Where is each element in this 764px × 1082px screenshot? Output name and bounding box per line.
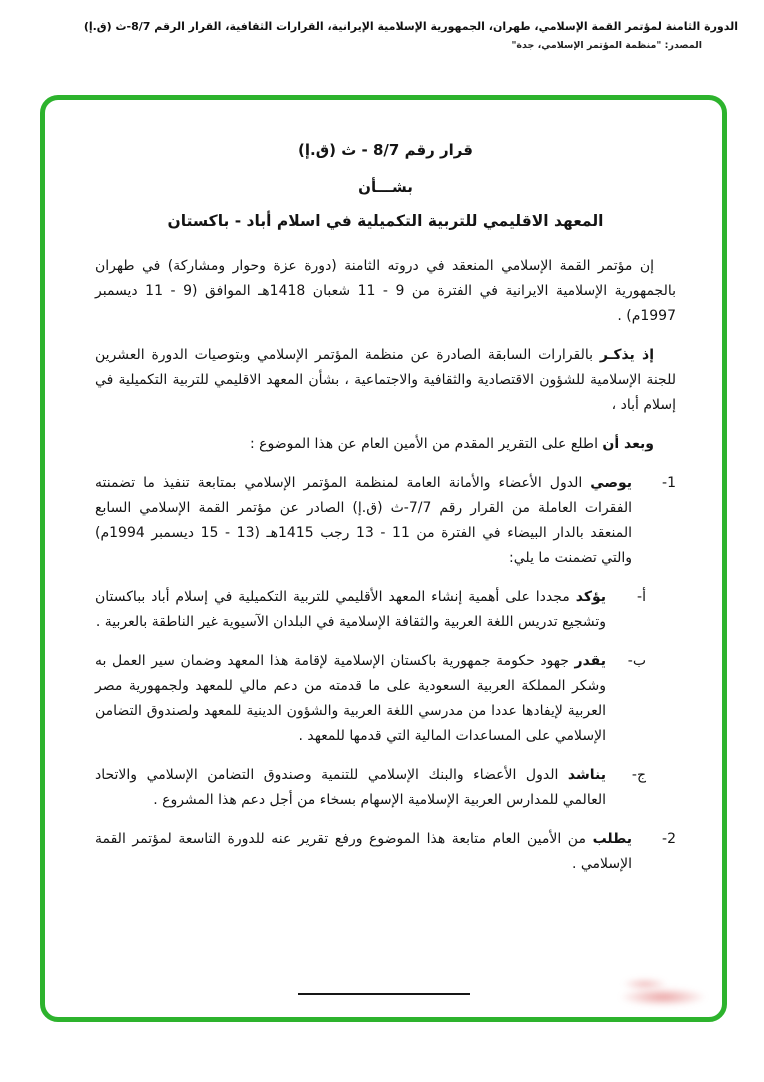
item-marker: أ- bbox=[637, 589, 646, 605]
document-frame bbox=[40, 95, 727, 1022]
item-marker: ب- bbox=[627, 653, 646, 669]
preamble-paragraph-1 bbox=[95, 254, 676, 329]
item-marker: 2- bbox=[662, 831, 676, 847]
list-item-c bbox=[95, 763, 646, 813]
footnote-rule bbox=[298, 993, 470, 995]
list-item-a bbox=[95, 585, 646, 635]
subject-title: المعهد الاقليمي للتربية التكميلية في اسلام أباد - باكستان bbox=[167, 212, 604, 230]
item-lead: يؤكد bbox=[575, 589, 606, 605]
title-block bbox=[95, 138, 676, 234]
paragraph-text: اطلع على التقرير المقدم من الأمين العام عن هذا الموضوع : bbox=[249, 436, 598, 452]
paragraph-text: إن مؤتمر القمة الإسلامي المنعقد في دروته الثامنة (دورة عزة وحوار ومشاركة) في طهران بالجمهورية الإسلامية الايرانية في الفترة من 9 - 11 شعبان 1418هـ الموافق (9 - 11 ديسمبر 1997م) . bbox=[95, 258, 677, 324]
list-item-b bbox=[95, 649, 646, 749]
item-text bbox=[95, 763, 606, 813]
item-lead: يوصي bbox=[590, 475, 633, 491]
resolution-number-title: قرار رقم 8/7 - ث (ق.إ) bbox=[298, 141, 473, 159]
preamble-paragraph-2 bbox=[95, 343, 676, 418]
page-header bbox=[12, 20, 738, 51]
paragraph-text: بالقرارات السابقة الصادرة عن منظمة المؤتمر الإسلامي وبتوصيات الدورة العشرين للجنة الإسلامية للشؤون الاقتصادية والثقافية والاجتماعية ، بشأن المعهد الاقليمي للتربية التكميلية في إسلام أباد ، bbox=[95, 347, 676, 413]
item-lead: يناشد bbox=[567, 767, 607, 783]
regarding-label: بشـــأن bbox=[358, 178, 413, 196]
paragraph-lead: وبعد أن bbox=[602, 436, 654, 452]
header-citation: الدورة الثامنة لمؤتمر القمة الإسلامي، طهران، الجمهورية الإسلامية الإيرانية، القرارات الثقافية، القرار الرقم 8/7-ث (ق.إ) bbox=[83, 20, 738, 33]
item-marker: ج- bbox=[631, 767, 646, 783]
item-lead: يطلب bbox=[592, 831, 632, 847]
document-body bbox=[45, 100, 722, 1017]
list-item-1 bbox=[95, 471, 676, 571]
item-body: الدول الأعضاء والبنك الإسلامي للتنمية وصندوق التضامن الإسلامي والاتحاد العالمي للمدارس العربية الإسلامية الإسهام بسخاء من أجل دعم هذا المشروع . bbox=[95, 767, 606, 808]
item-lead: يقدر bbox=[574, 653, 606, 669]
item-text bbox=[95, 649, 606, 749]
item-text bbox=[95, 471, 632, 571]
list-item-2 bbox=[95, 827, 676, 877]
item-marker: 1- bbox=[662, 475, 676, 491]
item-body: الدول الأعضاء والأمانة العامة لمنظمة المؤتمر الإسلامي بمتابعة تنفيذ ما تضمنته الفقرات العاملة من القرار رقم 7/7-ث (ق.إ) الصادر عن مؤتمر القمة الإسلامي السابع المنعقد بالدار البيضاء في الفترة من 11 - 13 رجب 1415هـ (13 - 15 ديسمبر 1994م) والتي تضمنت ما يلي: bbox=[95, 475, 633, 566]
preamble-paragraph-3 bbox=[95, 432, 676, 457]
item-body: مجددا على أهمية إنشاء المعهد الأقليمي للتربية التكميلية في إسلام أباد بباكستان وتشجيع تدريس اللغة العربية والثقافة الإسلامية في البلدان الآسيوية غير الناطقة بالعربية . bbox=[95, 589, 606, 630]
item-body: جهود حكومة جمهورية باكستان الإسلامية لإقامة هذا المعهد وضمان سير العمل به وشكر المملكة العربية السعودية على ما قدمته من دعم مالي للمعهد ولجمهورية مصر العربية لإيفادها عددا من مدرسي اللغة العربية والشؤون الدينية للمعهد ولصندوق التضامن الإسلامي على المساعدات المالية التي قدمها للمعهد . bbox=[95, 653, 606, 744]
item-text bbox=[95, 585, 606, 635]
item-text bbox=[95, 827, 632, 877]
header-source: المصدر: "منظمة المؤتمر الإسلامي، جدة" bbox=[511, 40, 702, 51]
paragraph-lead: إذ يذكـر bbox=[599, 347, 654, 363]
item-body: من الأمين العام متابعة هذا الموضوع ورفع تقرير عنه للدورة التاسعة لمؤتمر القمة الإسلامي . bbox=[95, 831, 632, 872]
